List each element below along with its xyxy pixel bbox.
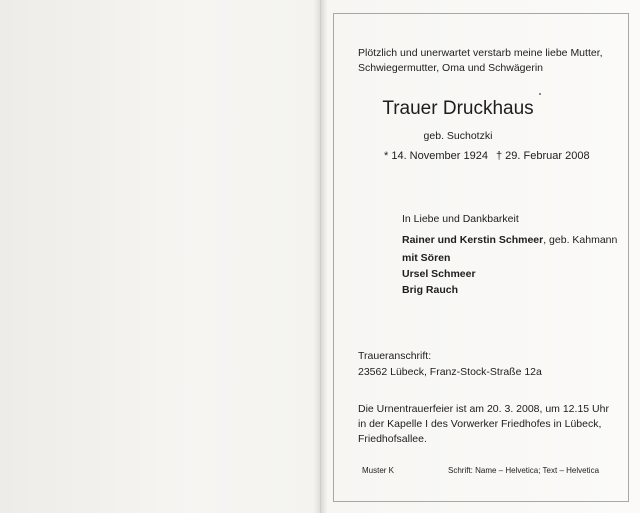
birth-date: * 14. November 1924 [384,150,488,162]
mourner-3 [402,268,476,280]
notice-line-1: Die Urnentrauerfeier ist am 20. 3. 2008, um 12.15 Uhr [358,403,609,415]
deceased-name: Trauer Druckhaus [382,98,534,119]
mourner-4-name: Brig Rauch [402,284,459,296]
model-label: Muster K [362,466,395,475]
font-note: Schrift: Name – Helvetica; Text – Helvetica [448,466,600,475]
address-label: Traueranschrift: [358,350,432,362]
intro-line-1: Plötzlich und unerwartet verstarb meine liebe Mutter, [358,47,603,59]
mourner-2 [402,252,450,264]
mourner-3-name: Ursel Schmeer [402,268,476,280]
card-fold [320,0,321,513]
notice-line-2: in der Kapelle I des Vorwerker Friedhofes in Lübeck, [358,418,602,430]
mourner-1-suffix: , geb. Kahmann [543,234,618,246]
mourner-4 [402,284,458,296]
intro-line-2: Schwiegermutter, Oma und Schwägerin [358,62,544,74]
notice-line-3: Friedhofsallee. [358,433,427,445]
maiden-name: geb. Suchotzki [423,130,493,142]
address: 23562 Lübeck, Franz-Stock-Straße 12a [358,366,542,378]
mourner-1 [402,234,617,246]
thanks-line: In Liebe und Dankbarkeit [402,213,519,225]
funeral-notice [358,402,609,447]
intro-text [358,46,603,76]
mourner-2-name: mit Sören [402,252,451,264]
mourner-1-name: Rainer und Kerstin Schmeer [402,234,544,246]
print-speck [539,93,541,95]
death-date: † 29. Februar 2008 [496,150,590,162]
